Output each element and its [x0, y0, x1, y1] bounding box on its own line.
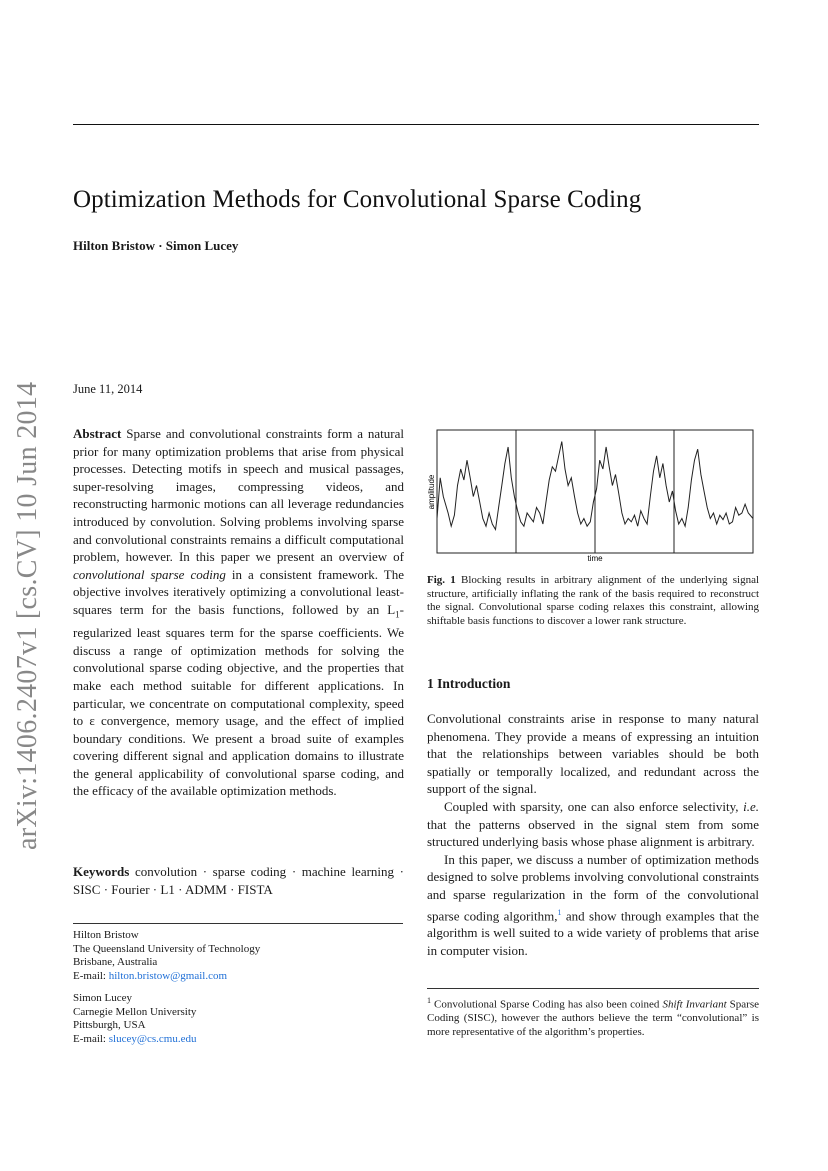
affiliation-bristow [73, 929, 403, 983]
intro-p2-text: Coupled with sparsity, one can also enforce selectivity, [444, 798, 744, 814]
footnote [427, 994, 759, 1039]
affiliation-org: The Queensland University of Technology [73, 942, 261, 955]
intro-p2-text2: that the patterns observed in the signal stem from some structured underlying basis whose phase alignment is arbitrary. [427, 816, 759, 850]
introduction-body [427, 710, 759, 960]
section-heading: 1 Introduction [427, 676, 511, 691]
keywords-text: convolution · sparse coding · machine learning · SISC · Fourier · L1 · ADMM · FISTA [73, 864, 405, 897]
footnote-ref[interactable]: 1 [557, 907, 562, 917]
abstract-emph: convolutional sparse coding [73, 566, 226, 582]
x-axis-label: time [587, 554, 603, 563]
affiliation-email-row [73, 970, 403, 984]
caption-label: Fig. 1 [427, 574, 456, 586]
intro-paragraph-1: Convolutional constraints arise in response to many natural phenomena. They provide a means of expressing an intuition that the relationships between variables should be both spatially or temporally localized, and redundant across the support of the signal. [427, 711, 759, 797]
affiliation-name: Hilton Bristow [73, 929, 139, 941]
footnote-rule [427, 988, 759, 989]
email-link-lucey[interactable]: slucey@cs.cmu.edu [108, 1032, 197, 1045]
email-label: E-mail: [73, 969, 109, 982]
affiliation-email-row [73, 1033, 403, 1047]
footnote-emph: Shift Invariant [662, 998, 727, 1011]
paper-date: June 11, 2014 [73, 382, 143, 396]
paper-authors: Hilton Bristow · Simon Lucey [73, 238, 239, 253]
intro-p3-text: In this paper, we discuss a number of optimization methods designed to solve problems involving convolutional constraints and sparse regularization in the form of the convolutional sparse coding algorithm, [427, 851, 759, 923]
abstract [73, 425, 404, 800]
caption-text: Blocking results in arbitrary alignment of the underlying signal structure, artificially inflating the rank of the basis required to reconstruct the signal. Convolutional sparse coding relaxes this constraint, allowing shiftable basis functions to discover a lower rank structure. [427, 574, 760, 627]
y-axis-label: amplitude [427, 474, 436, 510]
arxiv-side-label: arXiv:1406.2407v1 [cs.CV] 10 Jun 2014 [12, 381, 43, 850]
intro-p2-emph: i.e. [743, 798, 759, 814]
footnote-mark: 1 [427, 996, 431, 1005]
email-label: E-mail: [73, 1032, 109, 1045]
email-link-bristow[interactable]: hilton.bristow@gmail.com [108, 969, 228, 982]
paper-title: Optimization Methods for Convolutional Sparse Coding [73, 186, 642, 213]
abstract-text: Sparse and convolutional constraints form a natural prior for many optimization problems that arise from physical processes. Detecting motifs in speech and musical passages, super-resolving images, compressing videos, and reconstructing harmonic motions can all leverage redundancies introduced by convolution. Solving problems involving sparse and convolutional constraints remains a difficult computational problem, however. In this paper we present an overview of [73, 426, 404, 565]
affiliation-rule [73, 923, 403, 924]
abstract-text3: -regularized least squares term for the sparse coefficients. We discuss a range of optimization methods for solving the convolutional sparse coding objective, and the properties that make each method suitable for different applications. In particular, we concentrate on computational complexity, speed to ε convergence, memory usage, and the effect of implied boundary conditions. We present a broad suite of examples covering different signal and application domains to illustrate the general applicability of convolutional sparse coding, and the efficacy of the available optimization methods. [73, 601, 404, 799]
figure-caption [427, 574, 759, 628]
abstract-text2: in a consistent framework. The objective involves iteratively optimizing a convolutional least-squares term for the basis functions, followed by an L [73, 566, 404, 617]
affiliation-name: Simon Lucey [73, 992, 132, 1004]
figure-1-signal-plot [427, 428, 759, 563]
intro-paragraph-3 [427, 851, 759, 960]
keywords-label: Keywords [73, 864, 130, 879]
affiliation-lucey [73, 992, 403, 1046]
intro-p3-text2: and show through examples that the algorithm is well suited to a wide variety of problems that arise in computer vision. [427, 907, 759, 959]
affiliation-place: Pittsburgh, USA [73, 1019, 146, 1032]
intro-paragraph-2 [427, 798, 759, 851]
header-rule [73, 124, 759, 125]
abstract-label: Abstract [73, 426, 122, 441]
abstract-sub: 1 [395, 609, 400, 620]
footnote-text2: Sparse Coding (SISC), however the authors believe the term “convolutional” is more representative of the algorithm’s properties. [427, 998, 760, 1038]
keywords [73, 863, 404, 898]
affiliation-place: Brisbane, Australia [73, 956, 158, 969]
affiliation-org: Carnegie Mellon University [73, 1005, 197, 1018]
footnote-text: Convolutional Sparse Coding has also been coined [434, 998, 663, 1011]
